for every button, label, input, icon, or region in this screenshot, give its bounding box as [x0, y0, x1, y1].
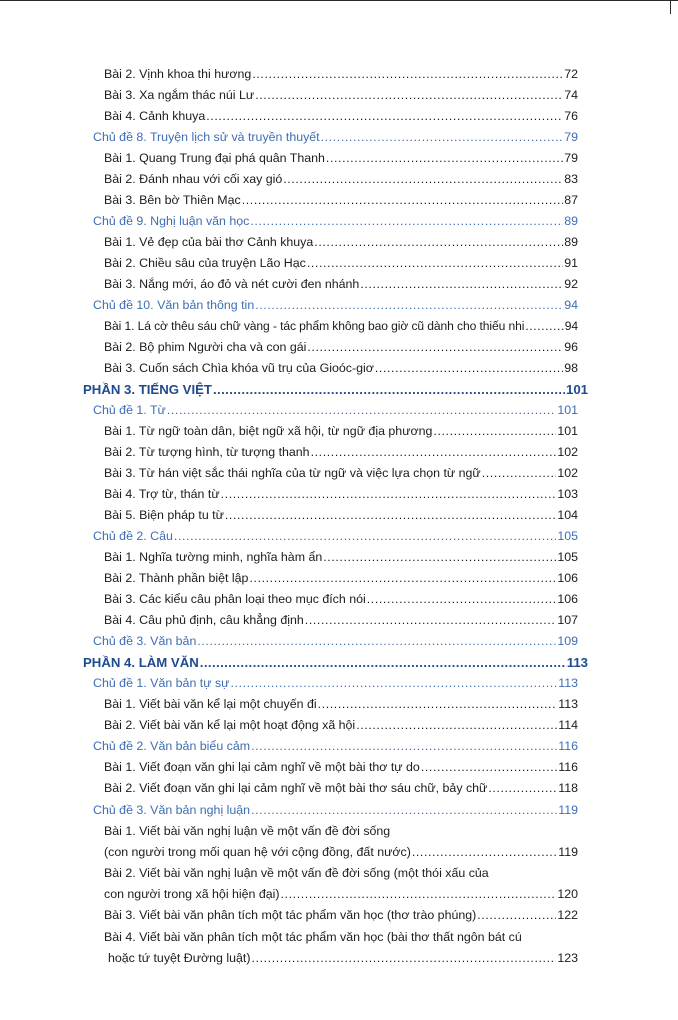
toc-entry-page: 105	[557, 550, 578, 564]
toc-entry-page: 102	[557, 466, 578, 480]
toc-entry-title: PHẦN 4. LÀM VĂN	[83, 655, 199, 670]
toc-entry-page: 79	[564, 130, 578, 144]
toc-entry-title: Bài 3. Cuốn sách Chìa khóa vũ trụ của Gioóc-giơ	[104, 361, 374, 375]
leader-dots	[255, 298, 563, 313]
toc-entry	[104, 550, 578, 566]
toc-entry	[104, 151, 578, 167]
leader-dots	[307, 340, 563, 355]
toc-entry	[104, 445, 578, 461]
leader-dots	[314, 235, 563, 250]
toc-entry-title: Bài 3. Các kiểu câu phân loại theo mục đích nói	[104, 592, 366, 606]
toc-entry-title: Bài 2. Thành phần biệt lập	[104, 571, 249, 585]
leader-dots	[433, 424, 556, 439]
leader-dots	[251, 739, 557, 754]
toc-topic-heading	[93, 298, 578, 314]
toc-entry-title: Bài 3. Xa ngắm thác núi Lư	[104, 88, 255, 102]
toc-entry-page: 104	[557, 508, 578, 522]
leader-dots	[482, 466, 557, 481]
toc-entry-title: Bài 2. Chiều sâu của truyện Lão Hạc	[104, 256, 306, 270]
leader-dots	[213, 382, 565, 397]
toc-entry	[104, 193, 578, 209]
leader-dots	[488, 781, 557, 796]
toc-entry	[104, 487, 578, 503]
toc-topic-heading	[93, 130, 578, 146]
toc-entry-title: Bài 2. Vịnh khoa thi hương	[104, 67, 252, 81]
toc-entry-page: 89	[564, 214, 578, 228]
toc-entry-title: Chủ đề 1. Từ	[93, 403, 166, 417]
toc-entry	[104, 571, 578, 587]
toc-entry	[104, 235, 578, 251]
toc-entry-title: Chủ đề 8. Truyện lịch sử và truyền thuyết	[93, 130, 320, 144]
toc-entry-page: 114	[558, 718, 578, 732]
toc-entry-page: 91	[564, 256, 578, 270]
leader-dots	[307, 256, 563, 271]
toc-entry-title: Chủ đề 10. Văn bản thông tin	[93, 298, 255, 312]
toc-entry-title: Chủ đề 2. Văn bản biểu cảm	[93, 739, 251, 753]
toc-entry-title: Chủ đề 1. Văn bản tự sự	[93, 676, 230, 690]
leader-dots	[255, 88, 563, 103]
toc-entry-page: 72	[564, 67, 578, 81]
toc-entry-page: 101	[565, 382, 588, 397]
toc-entry-title-continuation: hoặc tứ tuyệt Đường luật)	[108, 951, 251, 965]
toc-entry-page: 123	[557, 951, 578, 965]
leader-dots	[250, 214, 563, 229]
toc-entry	[104, 340, 578, 356]
leader-dots	[318, 697, 558, 712]
leader-dots	[326, 151, 563, 166]
toc-entry-title: Bài 1. Viết bài văn kể lại một chuyến đi	[104, 697, 317, 711]
leader-dots	[167, 403, 556, 418]
leader-dots	[283, 172, 563, 187]
toc-entry	[104, 466, 578, 482]
toc-entry	[104, 109, 578, 125]
leader-dots	[356, 718, 557, 733]
toc-entry-title: Bài 2. Đánh nhau với cối xay gió	[104, 172, 283, 186]
toc-entry-page: 113	[566, 655, 588, 670]
toc-entry-title: Bài 3. Nắng mới, áo đỏ và nét cười đen nhánh	[104, 277, 360, 291]
leader-dots	[305, 613, 557, 628]
toc-entry-title-line: Bài 1. Viết bài văn nghị luận về một vấn đề đời sống	[104, 824, 391, 838]
leader-dots	[367, 592, 557, 607]
toc-entry-title: Bài 3. Bên bờ Thiên Mạc	[104, 193, 241, 207]
toc-entry-page: 94	[564, 319, 578, 333]
toc-entry-title: Bài 4. Trợ từ, thán từ	[104, 487, 220, 501]
toc-entry-page: 76	[564, 109, 578, 123]
toc-entry-page: 105	[557, 529, 578, 543]
toc-entry-page: 113	[558, 697, 578, 711]
leader-dots	[311, 445, 557, 460]
toc-entry-page: 92	[564, 277, 578, 291]
toc-entry-page: 122	[557, 908, 578, 922]
leader-dots	[206, 109, 563, 124]
toc-entry-page: 119	[558, 803, 578, 817]
toc-entry-title: Bài 1. Từ ngữ toàn dân, biệt ngữ xã hội, từ ngữ địa phương	[104, 424, 433, 438]
toc-entry	[104, 508, 578, 524]
toc-entry-title: Bài 3. Viết bài văn phân tích một tác phẩm văn học (thơ trào phúng)	[104, 908, 477, 922]
toc-entry-page: 94	[564, 298, 578, 312]
toc-entry-title: Bài 4. Câu phủ định, câu khẳng định	[104, 613, 304, 627]
leader-dots	[174, 529, 556, 544]
leader-dots	[221, 487, 557, 502]
toc-entry	[104, 88, 578, 104]
leader-dots	[412, 845, 557, 860]
toc-topic-heading	[93, 529, 578, 545]
toc-entry-title: Bài 5. Biện pháp tu từ	[104, 508, 224, 522]
toc-entry	[104, 277, 578, 293]
toc-entry-page: 107	[557, 613, 578, 627]
toc-entry	[104, 613, 578, 629]
toc-topic-heading	[93, 214, 578, 230]
toc-entry	[104, 760, 578, 776]
toc-entry-page: 87	[564, 193, 578, 207]
toc-entry-page: 103	[557, 487, 578, 501]
toc-topic-heading	[93, 403, 578, 419]
leader-dots	[477, 908, 556, 923]
toc-entry-title-continuation: con người trong xã hội hiện đại)	[104, 887, 280, 901]
toc-part-heading	[83, 382, 588, 398]
toc-entry	[104, 592, 578, 608]
toc-entry-title: Bài 2. Từ tượng hình, từ tượng thanh	[104, 445, 310, 459]
toc-part-heading	[83, 655, 588, 671]
toc-entry	[104, 319, 578, 335]
toc-entry-title: Chủ đề 2. Câu	[93, 529, 173, 543]
leader-dots	[230, 676, 557, 691]
toc-entry-title: Bài 1. Nghĩa tường minh, nghĩa hàm ẩn	[104, 550, 323, 564]
leader-dots	[525, 319, 563, 334]
toc-entry	[104, 697, 578, 713]
leader-dots	[360, 277, 563, 292]
toc-entry-page: 106	[557, 592, 578, 606]
toc-entry	[104, 908, 578, 924]
leader-dots	[252, 951, 557, 966]
toc-entry-title: Bài 1. Lá cờ thêu sáu chữ vàng - tác phẩm không bao giờ cũ dành cho thiếu nhi	[104, 319, 525, 333]
leader-dots	[251, 803, 557, 818]
leader-dots	[200, 655, 566, 670]
toc-entry	[108, 951, 578, 967]
toc-entry	[104, 887, 578, 903]
toc-entry	[104, 172, 578, 188]
toc-entry	[104, 845, 578, 861]
toc-entry-title: Bài 2. Viết đoạn văn ghi lại cảm nghĩ về một bài thơ sáu chữ, bảy chữ	[104, 781, 488, 795]
toc-entry-title: Chủ đề 3. Văn bản	[93, 634, 197, 648]
toc-topic-heading	[93, 676, 578, 692]
toc-entry-page: 120	[557, 887, 578, 901]
toc-entry-page: 101	[557, 403, 578, 417]
toc-entry-page: 116	[558, 739, 578, 753]
leader-dots	[197, 634, 556, 649]
toc-topic-heading	[93, 803, 578, 819]
toc-entry-title: Chủ đề 9. Nghị luận văn học	[93, 214, 250, 228]
toc-entry-page: 101	[557, 424, 578, 438]
toc-entry-title: Bài 2. Bộ phim Người cha và con gái	[104, 340, 307, 354]
leader-dots	[321, 130, 564, 145]
toc-entry-page: 116	[558, 760, 578, 774]
toc-entry	[104, 424, 578, 440]
leader-dots	[242, 193, 564, 208]
leader-dots	[249, 571, 556, 586]
toc-entry-page: 74	[564, 88, 578, 102]
leader-dots	[281, 887, 557, 902]
toc-entry-title: Bài 3. Từ hán việt sắc thái nghĩa của từ ngữ và việc lựa chọn từ ngữ	[104, 466, 481, 480]
toc-entry-page: 106	[557, 571, 578, 585]
toc-entry-page: 98	[564, 361, 578, 375]
toc-entry	[104, 718, 578, 734]
leader-dots	[225, 508, 556, 523]
toc-entry-page: 83	[564, 172, 578, 186]
leader-dots	[375, 361, 563, 376]
toc-entry-page: 109	[557, 634, 578, 648]
toc-entry-title-line: Bài 4. Viết bài văn phân tích một tác phẩm văn học (bài thơ thất ngôn bát cú	[104, 930, 522, 944]
toc-entry-page: 118	[558, 781, 578, 795]
toc-entry-title-continuation: (con người trong mối quan hệ với cộng đồng, đất nước)	[104, 845, 411, 859]
toc-entry-title-line: Bài 2. Viết bài văn nghị luận về một vấn đề đời sống (một thói xấu của	[104, 866, 489, 880]
leader-dots	[252, 67, 563, 82]
toc-topic-heading	[93, 634, 578, 650]
toc-entry-title: Chủ đề 3. Văn bản nghị luận	[93, 803, 251, 817]
toc-entry	[104, 781, 578, 797]
toc-entry-title: Bài 1. Viết đoạn văn ghi lại cảm nghĩ về một bài thơ tự do	[104, 760, 420, 774]
toc-entry	[104, 361, 578, 377]
toc-topic-heading	[93, 739, 578, 755]
toc-entry-page: 79	[564, 151, 578, 165]
toc-entry-title: Bài 1. Vẻ đẹp của bài thơ Cảnh khuya	[104, 235, 314, 249]
toc-entry-page: 119	[558, 845, 578, 859]
leader-dots	[421, 760, 557, 775]
toc-entry	[104, 67, 578, 83]
toc-entry-title: Bài 4. Cảnh khuya	[104, 109, 206, 123]
toc-entry-page: 102	[557, 445, 578, 459]
toc-entry-page: 96	[564, 340, 578, 354]
toc-entry-title: PHẦN 3. TIẾNG VIỆT	[83, 382, 212, 397]
toc-entry-page: 113	[558, 676, 578, 690]
toc-entry-page: 89	[564, 235, 578, 249]
toc-entry	[104, 256, 578, 272]
toc-entry-title: Bài 2. Viết bài văn kể lại một hoạt động xã hội	[104, 718, 356, 732]
toc-entry-title: Bài 1. Quang Trung đại phá quân Thanh	[104, 151, 325, 165]
leader-dots	[323, 550, 556, 565]
